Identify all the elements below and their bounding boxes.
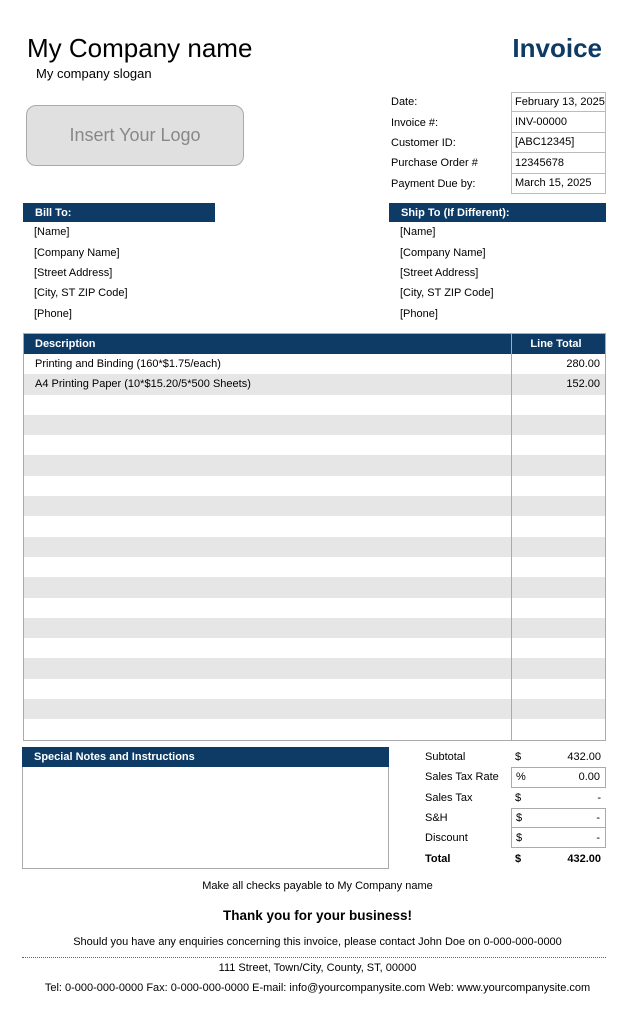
line-total-cell[interactable]	[512, 455, 605, 475]
line-total-cell[interactable]	[512, 618, 605, 638]
ship-to-header: Ship To (If Different):	[389, 203, 606, 222]
checks-payable-text: Make all checks payable to My Company name	[202, 880, 433, 892]
totals-label: Discount	[425, 832, 468, 845]
ship-to-line[interactable]: [Name]	[400, 226, 436, 239]
totals-row	[425, 767, 606, 787]
table-header	[24, 334, 605, 354]
description-cell[interactable]	[24, 598, 512, 618]
table-row	[24, 395, 605, 415]
line-total-cell[interactable]	[512, 476, 605, 496]
totals-value: 432.00	[567, 751, 601, 764]
meta-value[interactable]: February 13, 2025	[511, 92, 606, 112]
invoice-title: Invoice	[512, 33, 602, 63]
totals-label: Sales Tax	[425, 791, 473, 804]
table-row	[24, 415, 605, 435]
totals-value-box	[511, 747, 606, 767]
description-cell[interactable]	[24, 455, 512, 475]
currency-symbol: $	[515, 852, 522, 865]
description-header: Description	[24, 334, 512, 354]
meta-row	[391, 133, 606, 153]
table-row	[24, 618, 605, 638]
line-total-cell[interactable]	[512, 679, 605, 699]
table-row	[24, 537, 605, 557]
totals-row	[425, 808, 606, 828]
line-total-cell[interactable]	[512, 537, 605, 557]
table-row	[24, 557, 605, 577]
totals-value: 432.00	[567, 852, 601, 865]
meta-label: Payment Due by:	[391, 177, 476, 190]
meta-value[interactable]: 12345678	[511, 153, 606, 173]
description-cell[interactable]	[24, 618, 512, 638]
currency-symbol: $	[515, 751, 522, 764]
bill-to-line[interactable]: [Company Name]	[34, 246, 120, 259]
bill-to-line[interactable]: [Phone]	[34, 307, 72, 320]
ship-to-line[interactable]: [City, ST ZIP Code]	[400, 287, 494, 300]
table-row	[24, 435, 605, 455]
totals-value-box[interactable]	[511, 808, 606, 828]
ship-to-line[interactable]: [Company Name]	[400, 246, 486, 259]
description-cell[interactable]	[24, 577, 512, 597]
meta-value[interactable]: INV-00000	[511, 112, 606, 132]
table-row	[24, 699, 605, 719]
totals-row	[425, 828, 606, 848]
currency-symbol: $	[516, 812, 523, 825]
currency-symbol: $	[515, 791, 522, 804]
totals-label: Total	[425, 852, 451, 865]
line-items-table	[23, 333, 606, 741]
company-slogan: My company slogan	[36, 66, 152, 81]
line-total-cell[interactable]	[512, 496, 605, 516]
meta-label: Date:	[391, 96, 418, 109]
ship-to-section	[389, 203, 606, 324]
description-cell[interactable]	[24, 557, 512, 577]
meta-value[interactable]: [ABC12345]	[511, 133, 606, 153]
meta-label: Customer ID:	[391, 136, 456, 149]
line-total-cell[interactable]	[512, 395, 605, 415]
description-cell[interactable]	[24, 395, 512, 415]
line-total-cell[interactable]	[512, 638, 605, 658]
table-row	[24, 719, 605, 739]
currency-symbol: %	[516, 771, 526, 784]
table-row	[24, 354, 605, 374]
line-total-cell[interactable]	[512, 415, 605, 435]
table-row	[24, 476, 605, 496]
totals-value: -	[597, 791, 601, 804]
description-cell[interactable]	[24, 516, 512, 536]
bill-to-header: Bill To:	[23, 203, 215, 222]
table-row	[24, 658, 605, 678]
description-cell[interactable]	[24, 496, 512, 516]
line-total-cell[interactable]	[512, 598, 605, 618]
footer-address: 111 Street, Town/City, County, ST, 00000	[218, 962, 417, 974]
totals-value-box	[511, 788, 606, 808]
currency-symbol: $	[516, 831, 523, 844]
notes-box[interactable]	[22, 747, 389, 869]
notes-header: Special Notes and Instructions	[22, 747, 389, 767]
line-total-cell[interactable]	[512, 719, 605, 739]
table-row	[24, 455, 605, 475]
meta-row	[391, 92, 606, 112]
totals-label: S&H	[425, 812, 448, 825]
totals-section	[425, 747, 606, 869]
line-total-cell[interactable]	[512, 577, 605, 597]
meta-label: Invoice #:	[391, 116, 439, 129]
table-row	[24, 638, 605, 658]
totals-label: Subtotal	[425, 751, 466, 764]
bill-to-line[interactable]: [Name]	[34, 226, 70, 239]
meta-label: Purchase Order #	[391, 157, 478, 170]
table-row	[24, 496, 605, 516]
description-cell[interactable]	[24, 679, 512, 699]
description-cell[interactable]	[24, 476, 512, 496]
meta-value[interactable]: March 15, 2025	[511, 174, 606, 194]
totals-value: -	[596, 812, 600, 825]
line-total-cell[interactable]: 280.00	[566, 358, 600, 371]
totals-row	[425, 848, 606, 868]
description-cell[interactable]: Printing and Binding (160*$1.75/each)	[24, 354, 512, 374]
totals-row	[425, 747, 606, 767]
line-total-cell[interactable]	[512, 699, 605, 719]
line-total-cell[interactable]: 152.00	[566, 378, 600, 391]
table-row	[24, 577, 605, 597]
description-cell[interactable]: A4 Printing Paper (10*$15.20/5*500 Sheets)	[24, 374, 512, 394]
description-cell[interactable]	[24, 415, 512, 435]
description-cell[interactable]	[24, 537, 512, 557]
meta-row	[391, 174, 606, 194]
description-cell[interactable]	[24, 435, 512, 455]
table-row	[24, 679, 605, 699]
totals-value-box[interactable]	[511, 767, 606, 787]
table-row	[24, 598, 605, 618]
bill-to-line[interactable]: [Street Address]	[34, 266, 113, 279]
logo-placeholder[interactable]: Insert Your Logo	[26, 105, 244, 166]
company-name: My Company name	[27, 33, 253, 63]
totals-value-box	[511, 848, 606, 868]
line-total-cell[interactable]	[512, 557, 605, 577]
ship-to-line[interactable]: [Phone]	[400, 307, 438, 320]
totals-value-box[interactable]	[511, 828, 606, 848]
totals-label: Sales Tax Rate	[425, 771, 499, 784]
description-cell[interactable]	[24, 638, 512, 658]
bill-to-section	[23, 203, 215, 324]
table-row	[24, 516, 605, 536]
line-total-cell[interactable]	[512, 516, 605, 536]
table-row	[24, 374, 605, 394]
meta-row	[391, 153, 606, 173]
bill-to-line[interactable]: [City, ST ZIP Code]	[34, 287, 128, 300]
description-cell[interactable]	[24, 719, 512, 739]
line-total-header: Line Total	[530, 338, 582, 350]
thank-you-text: Thank you for your business!	[222, 908, 413, 923]
description-cell[interactable]	[24, 658, 512, 678]
divider	[22, 957, 606, 958]
invoice-meta	[391, 92, 606, 194]
line-total-cell[interactable]	[512, 658, 605, 678]
footer-contact: Tel: 0-000-000-0000 Fax: 0-000-000-0000 E-mail: info@yourcompanysite.com Web: www.yourcompanysite.com	[44, 982, 591, 994]
line-total-cell[interactable]	[512, 435, 605, 455]
description-cell[interactable]	[24, 699, 512, 719]
enquiries-text: Should you have any enquiries concerning this invoice, please contact John Doe on 0-000-000-0000	[73, 936, 562, 948]
totals-row	[425, 788, 606, 808]
meta-row	[391, 112, 606, 132]
totals-value: -	[596, 831, 600, 844]
totals-value: 0.00	[578, 771, 600, 784]
ship-to-line[interactable]: [Street Address]	[400, 266, 479, 279]
